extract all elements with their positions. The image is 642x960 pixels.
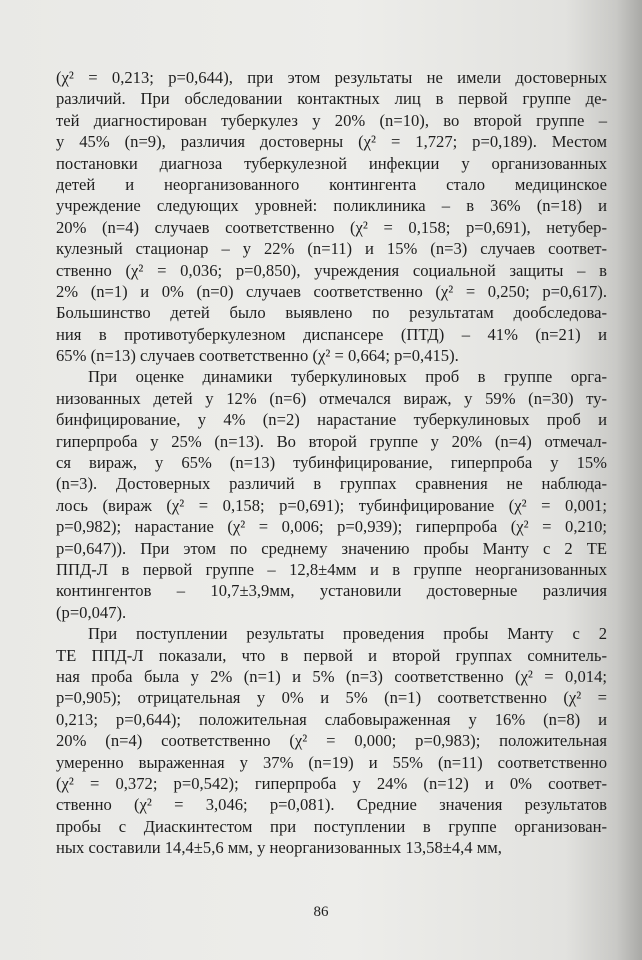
text-line: При поступлении результаты проведения пробы Манту с 2 [88,624,607,644]
text-line: (χ² = 0,372; p=0,542); гиперпроба у 24% (n=12) и 0% соответ- [56,773,607,793]
paragraph [56,366,607,623]
text-line: При оценке динамики туберкулиновых проб в группе орга- [88,367,607,387]
text-line: Большинство детей было выявлено по результатам дообследова- [56,303,607,323]
text-line: ная проба была у 2% (n=1) и 5% (n=3) соответственно (χ² = 0,014; [56,666,607,686]
text-line: 65% (n=13) случаев соответственно (χ² = 0,664; p=0,415). [56,346,459,366]
text-line: 20% (n=4) случаев соответственно (χ² = 0,158; p=0,691), нетубер- [56,217,607,237]
text-line: кулезный стационар – у 22% (n=11) и 15% (n=3) случаев соответ- [56,239,607,259]
text-line: пробы с Диаскинтестом при поступлении в группе организован- [56,816,607,836]
paragraph [56,67,607,366]
text-line: ся вираж, у 65% (n=13) тубинфицирование, гиперпроба у 15% [56,453,607,473]
text-line: p=0,647)). При этом по среднему значению пробы Манту с 2 ТЕ [56,538,607,558]
text-line: 20% (n=4) соответственно (χ² = 0,000; p=0,983); положительная [56,731,607,751]
text-line: (χ² = 0,213; p=0,644), при этом результаты не имели достоверных [56,68,607,87]
text-line: p=0,905); отрицательная у 0% и 5% (n=1) соответственно (χ² = [56,688,607,708]
text-line: ния в противотуберкулезном диспансере (ПТД) – 41% (n=21) и [56,324,607,344]
page-number: 86 [313,904,329,920]
text-line: ственно (χ² = 0,036; p=0,850), учреждения социальной защиты – в [56,260,607,280]
text-line: детей и неорганизованного контингента стало медицинское [56,174,607,194]
text-line: бинфицирование, у 4% (n=2) нарастание туберкулиновых проб и [56,410,607,430]
text-line: умеренно выраженная у 37% (n=19) и 55% (n=11) соответственно [56,752,607,772]
text-line: гиперпроба у 25% (n=13). Во второй группе у 20% (n=4) отмечал- [56,431,607,451]
text-line: лось (вираж (χ² = 0,158; p=0,691); тубинфицирование (χ² = 0,001; [56,495,607,515]
text-line: ных составили 14,4±5,6 мм, у неорганизованных 13,58±4,4 мм, [56,838,502,858]
text-line: ППД-Л в первой группе – 12,8±4мм и в группе неорганизованных [56,559,607,579]
text-line: постановки диагноза туберкулезной инфекции у организованных [56,153,607,173]
text-line: низованных детей у 12% (n=6) отмечался вираж, у 59% (n=30) ту- [56,388,607,408]
text-line: p=0,982); нарастание (χ² = 0,006; p=0,939); гиперпроба (χ² = 0,210; [56,517,607,537]
paragraph [56,623,607,858]
text-line: (p=0,047). [56,602,127,622]
text-line: 0,213; p=0,644); положительная слабовыраженная у 16% (n=8) и [56,709,607,729]
text-line: (n=3). Достоверных различий в группах сравнения не наблюда- [56,474,607,494]
text-line: учреждение следующих уровней: поликлиника – в 36% (n=18) и [56,196,607,216]
text-line: ТЕ ППД-Л показали, что в первой и второй группах сомнитель- [56,645,607,665]
text-line: контингентов – 10,7±3,9мм, установили достоверные различия [56,581,607,601]
text-line: у 45% (n=9), различия достоверны (χ² = 1,727; p=0,189). Местом [56,132,607,152]
text-line: ственно (χ² = 3,046; p=0,081). Средние значения результатов [56,795,607,815]
body-text [56,67,607,858]
text-line: тей диагностирован туберкулез у 20% (n=10), во второй группе – [56,110,607,130]
text-line: 2% (n=1) и 0% (n=0) случаев соответственно (χ² = 0,250; p=0,617). [56,281,607,301]
text-line: различий. При обследовании контактных лиц в первой группе де- [56,89,607,109]
